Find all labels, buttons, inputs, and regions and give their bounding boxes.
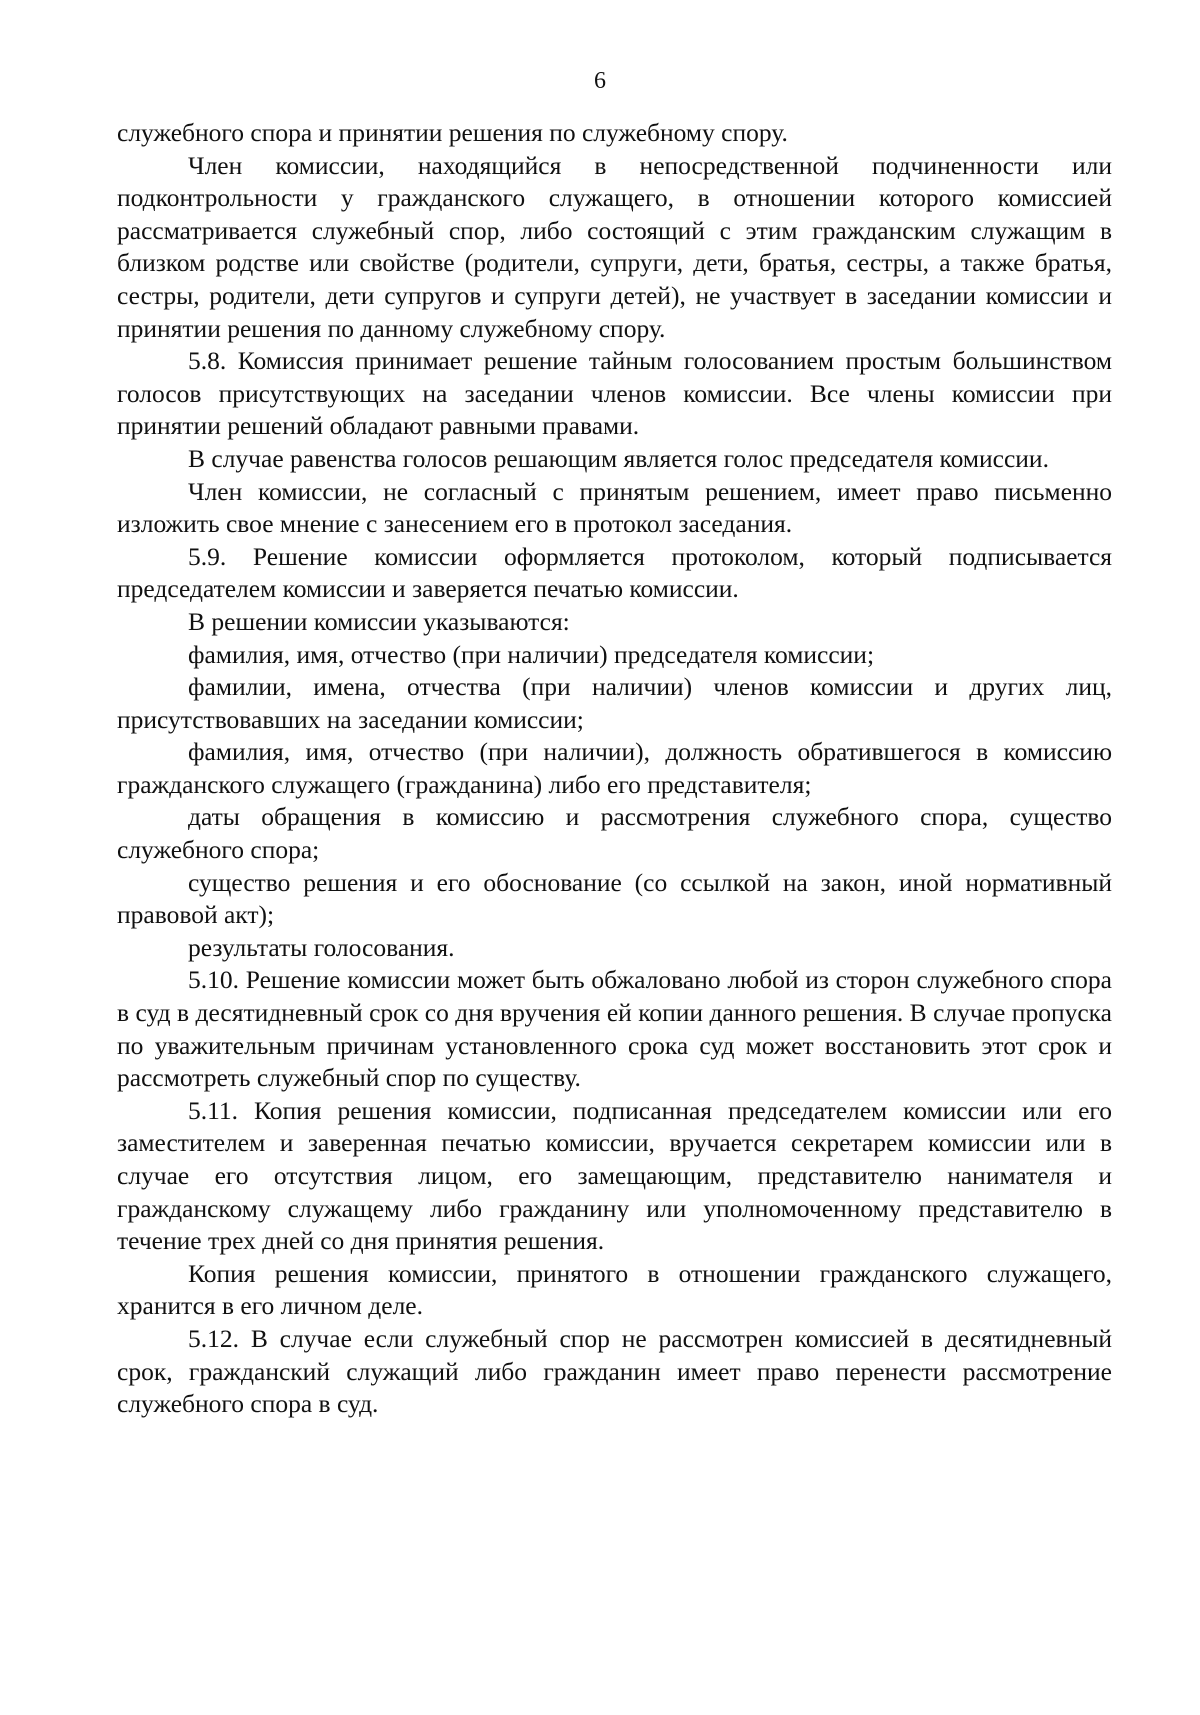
- list-item-chair-name: фамилия, имя, отчество (при наличии) председателя комиссии;: [188, 639, 875, 669]
- paragraph-member-conflict: Член комиссии, находящийся в непосредственной подчиненности или подконтрольности у гражданского служащего, в отношении которого комиссией рассматривается служебный спор, либо состоящий с этим гражданским служащим в близком родстве или свойстве (родители, супруги, дети, братья, сестры, а также братья, сестры, родители, дети супругов и супруги детей), не участвует в заседании комиссии и принятии решения по данному служебному спору.: [117, 150, 1112, 343]
- paragraph-dissent: Член комиссии, не согласный с принятым решением, имеет право письменно изложить свое мнение с занесением его в протокол заседания.: [117, 476, 1112, 539]
- list-item-applicant: фамилия, имя, отчество (при наличии), должность обратившегося в комиссию гражданского служащего (гражданина) либо его представителя;: [117, 737, 1112, 799]
- paragraph-5-11: 5.11. Копия решения комиссии, подписанная председателем комиссии или его заместителем и заверенная печатью комиссии, вручается секретарем комиссии или в случае его отсутствия лицом, его замещающим, представителю нанимателя и гражданскому служащему либо гражданину или уполномоченному представителю в течение трех дней со дня принятия решения.: [117, 1095, 1112, 1256]
- paragraph-5-9: 5.9. Решение комиссии оформляется протоколом, который подписывается председателем комиссии и заверяется печатью комиссии.: [117, 541, 1112, 604]
- paragraph-decision-contents-intro: В решении комиссии указываются:: [188, 606, 570, 636]
- paragraph-5-12: 5.12. В случае если служебный спор не рассмотрен комиссией в десятидневный срок, гражданский служащий либо гражданин имеет право перенести рассмотрение служебного спора в суд.: [117, 1323, 1112, 1419]
- paragraph-copy-storage: Копия решения комиссии, принятого в отношении гражданского служащего, хранится в его личном деле.: [117, 1258, 1112, 1321]
- list-item-members-names: фамилии, имена, отчества (при наличии) членов комиссии и других лиц, присутствовавших на заседании комиссии;: [117, 672, 1112, 734]
- page-number: 6: [594, 68, 606, 94]
- paragraph-tie-vote: В случае равенства голосов решающим является голос председателя комиссии.: [188, 443, 1049, 473]
- paragraph-5-8: 5.8. Комиссия принимает решение тайным голосованием простым большинством голосов присутствующих на заседании членов комиссии. Все члены комиссии при принятии решений обладают равными правами.: [117, 346, 1112, 441]
- list-item-decision-essence: существо решения и его обоснование (со ссылкой на закон, иной нормативный правовой акт);: [117, 867, 1112, 930]
- list-item-voting-results: результаты голосования.: [188, 932, 455, 962]
- paragraph-5-10: 5.10. Решение комиссии может быть обжаловано любой из сторон служебного спора в суд в десятидневный срок со дня вручения ей копии данного решения. В случае пропуска по уважительным причинам установленного срока суд может восстановить этот срок и рассмотреть служебный спор по существу.: [117, 965, 1112, 1093]
- list-item-dates: даты обращения в комиссию и рассмотрения служебного спора, существо служебного спора;: [117, 802, 1112, 865]
- document-body: [117, 117, 1112, 1421]
- paragraph-continuation: служебного спора и принятии решения по служебному спору.: [117, 118, 788, 147]
